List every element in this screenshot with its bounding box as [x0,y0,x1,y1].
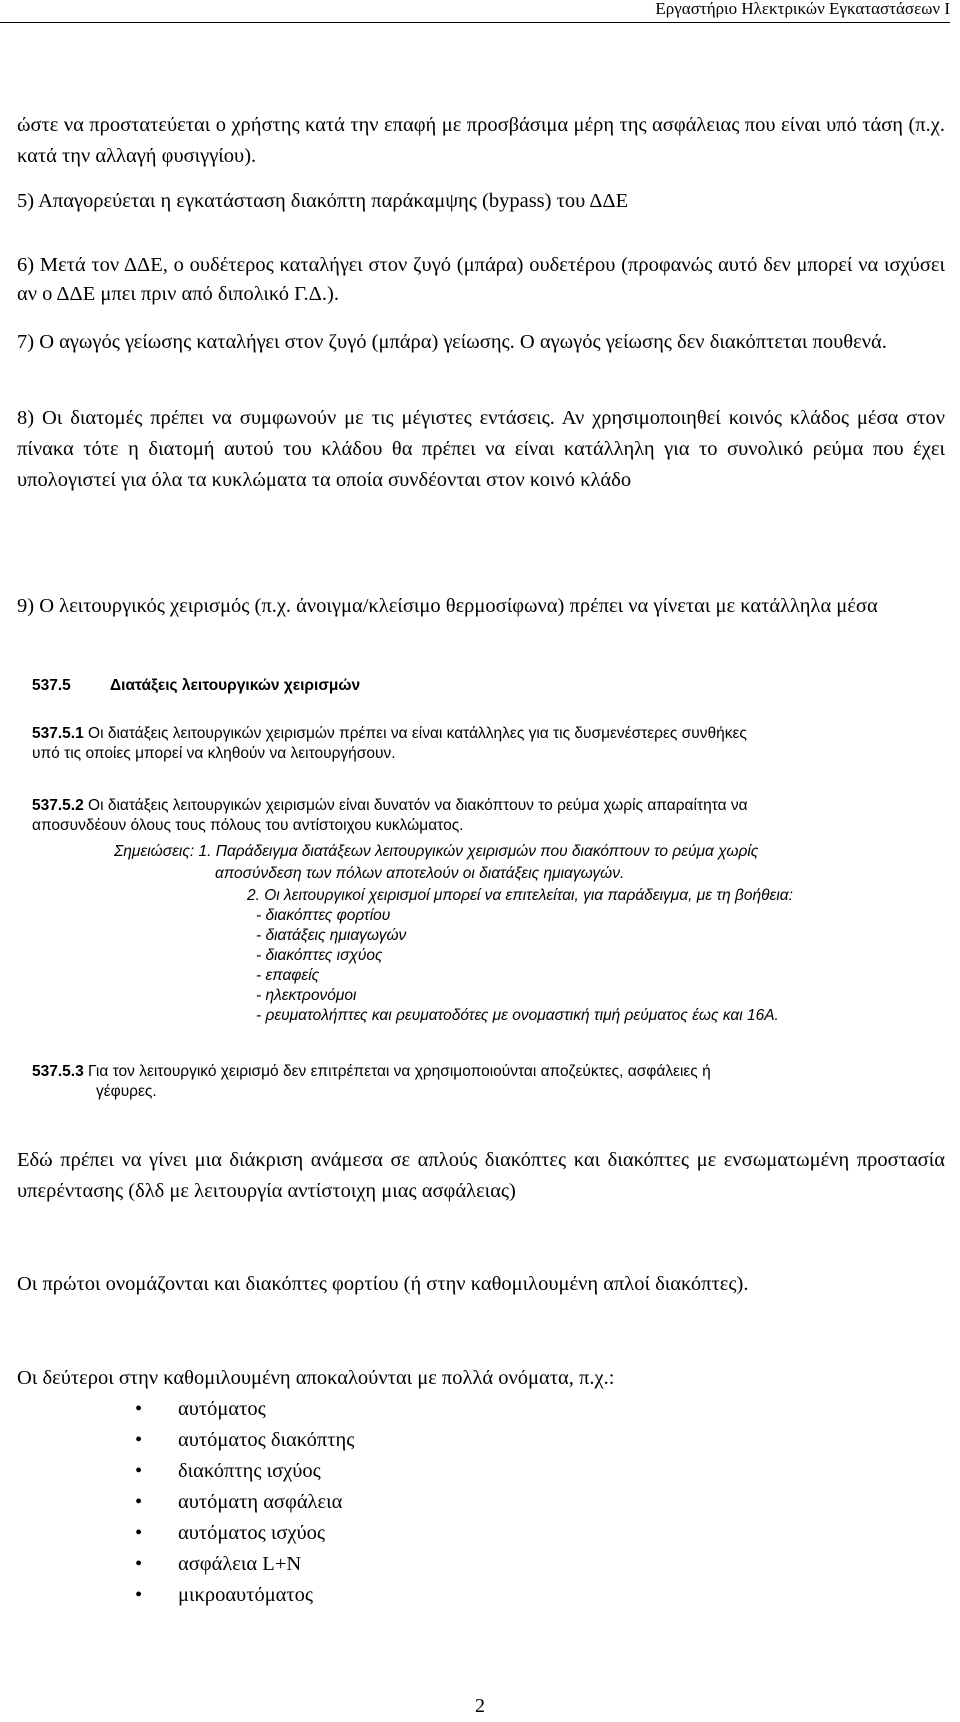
clause-537-5-3 [32,1062,942,1102]
clause-number: 537.5.2 [32,797,84,814]
clause-text: Οι διατάξεις λειτουργικών χειρισμών είναι δυνατόν να διακόπτουν το ρεύμα χωρίς απαραίτητα να [88,797,748,814]
note-1-line: 1. Παράδειγμα διατάξεων λειτουργικών χειρισμών που διακόπτουν το ρεύμα χωρίς [198,843,759,860]
list-item: • ασφάλεια L+N [130,1549,354,1580]
bullet-icon: • [135,1491,143,1513]
note-2-line: 2. Οι λειτουργικοί χειρισμοί μπορεί να επιτελείται, για παράδειγμα, με τη βοήθεια: [247,887,793,904]
excerpt-title-number: 537.5 [32,677,71,694]
list-item: • αυτόματος [130,1394,354,1425]
excerpt-title-text: Διατάξεις λειτουργικών χειρισμών [110,677,361,694]
note-2-item: - επαφείς [256,967,320,984]
page-header [0,0,950,23]
clause-number: 537.5.3 [32,1063,84,1080]
bullet-icon: • [135,1460,143,1482]
clause-text: αποσυνδέουν όλους τους πόλους του αντίστοιχου κυκλώματος. [32,817,464,834]
note-2-item: - ηλεκτρονόμοι [256,987,357,1004]
page-number: 2 [475,1695,485,1717]
paragraph-continuation: ώστε να προστατεύεται ο χρήστης κατά την επαφή με προσβάσιμα μέρη της ασφάλειας που είναι υπό τάση (π.χ. κατά την αλλαγή φυσιγγίου). [17,114,945,167]
note-1-line: αποσύνδεση των πόλων αποτελούν οι διατάξεις ημιαγωγών. [215,865,625,882]
list-item: • αυτόματος ισχύος [130,1518,354,1549]
list-item: • αυτόματος διακόπτης [130,1425,354,1456]
bullet-icon: • [135,1584,143,1606]
notes-block [114,842,934,1026]
excerpt-title [32,676,360,696]
list-item: • μικροαυτόματος [130,1580,354,1611]
note-2-item: - διακόπτες ισχύος [256,947,383,964]
paragraph-breaker-names: Οι δεύτεροι στην καθομιλουμένη αποκαλούνται με πολλά ονόματα, π.χ.: [17,1367,615,1389]
note-2-item: - διακόπτες φορτίου [256,907,391,924]
header-title: Εργαστήριο Ηλεκτρικών Εγκαταστάσεων Ι [655,0,950,18]
paragraph-item-8: 8) Οι διατομές πρέπει να συμφωνούν με τις μέγιστες εντάσεις. Αν χρησιμοποιηθεί κοινός κλάδος μέσα στον πίνακα τότε η διατομή αυτού του κλάδου θα πρέπει να είναι κατάλληλη για το συνολικό ρεύμα που έχει υπολογιστεί για όλα τα κυκλώματα τα οποία συνδέονται στον κοινό κλάδο [17,407,945,491]
note-2-item: - ρευματολήπτες και ρευματοδότες με ονομαστική τιμή ρεύματος έως και 16Α. [256,1007,779,1024]
bullet-icon: • [135,1553,143,1575]
paragraph-distinction: Εδώ πρέπει να γίνει μια διάκριση ανάμεσα σε απλούς διακόπτες και διακόπτες με ενσωματωμένη προστασία υπερέντασης (δλδ με λειτουργία αντίστοιχη μιας ασφάλειας) [17,1149,945,1202]
breaker-names-list [130,1394,354,1611]
clause-text: Οι διατάξεις λειτουργικών χειρισμών πρέπει να είναι κατάλληλες για τις δυσμενέστερες συνθήκες [88,725,747,742]
clause-537-5-1 [32,724,942,764]
list-item: • αυτόματη ασφάλεια [130,1487,354,1518]
list-item: • διακόπτης ισχύος [130,1456,354,1487]
notes-label: Σημειώσεις: [114,843,195,860]
clause-text: υπό τις οποίες μπορεί να κληθούν να λειτουργήσουν. [32,745,396,762]
bullet-icon: • [135,1398,143,1420]
paragraph-load-switches: Οι πρώτοι ονομάζονται και διακόπτες φορτίου (ή στην καθομιλουμένη απλοί διακόπτες). [17,1273,749,1295]
bullet-icon: • [135,1429,143,1451]
paragraph-item-6: 6) Μετά τον ΔΔΕ, ο ουδέτερος καταλήγει στον ζυγό (μπάρα) ουδετέρου (προφανώς αυτό δεν μπορεί να ισχύσει αν ο ΔΔΕ μπει πριν από διπολικό Γ.Δ.). [17,254,945,305]
paragraph-item-5: 5) Απαγορεύεται η εγκατάσταση διακόπτη παράκαμψης (bypass) του ΔΔΕ [17,190,629,212]
note-2-item: - διατάξεις ημιαγωγών [256,927,407,944]
paragraph-item-9: 9) Ο λειτουργικός χειρισμός (π.χ. άνοιγμα/κλείσιμο θερμοσίφωνα) πρέπει να γίνεται με κατάλληλα μέσα [17,595,878,617]
bullet-icon: • [135,1522,143,1544]
clause-number: 537.5.1 [32,725,84,742]
paragraph-item-7: 7) Ο αγωγός γείωσης καταλήγει στον ζυγό (μπάρα) γείωσης. Ο αγωγός γείωσης δεν διακόπτεται πουθενά. [17,331,887,353]
clause-537-5-2 [32,796,942,836]
clause-text: γέφυρες. [96,1083,157,1100]
clause-text: Για τον λειτουργικό χειρισμό δεν επιτρέπεται να χρησιμοποιούνται αποζεύκτες, ασφάλειες ή [88,1063,711,1080]
